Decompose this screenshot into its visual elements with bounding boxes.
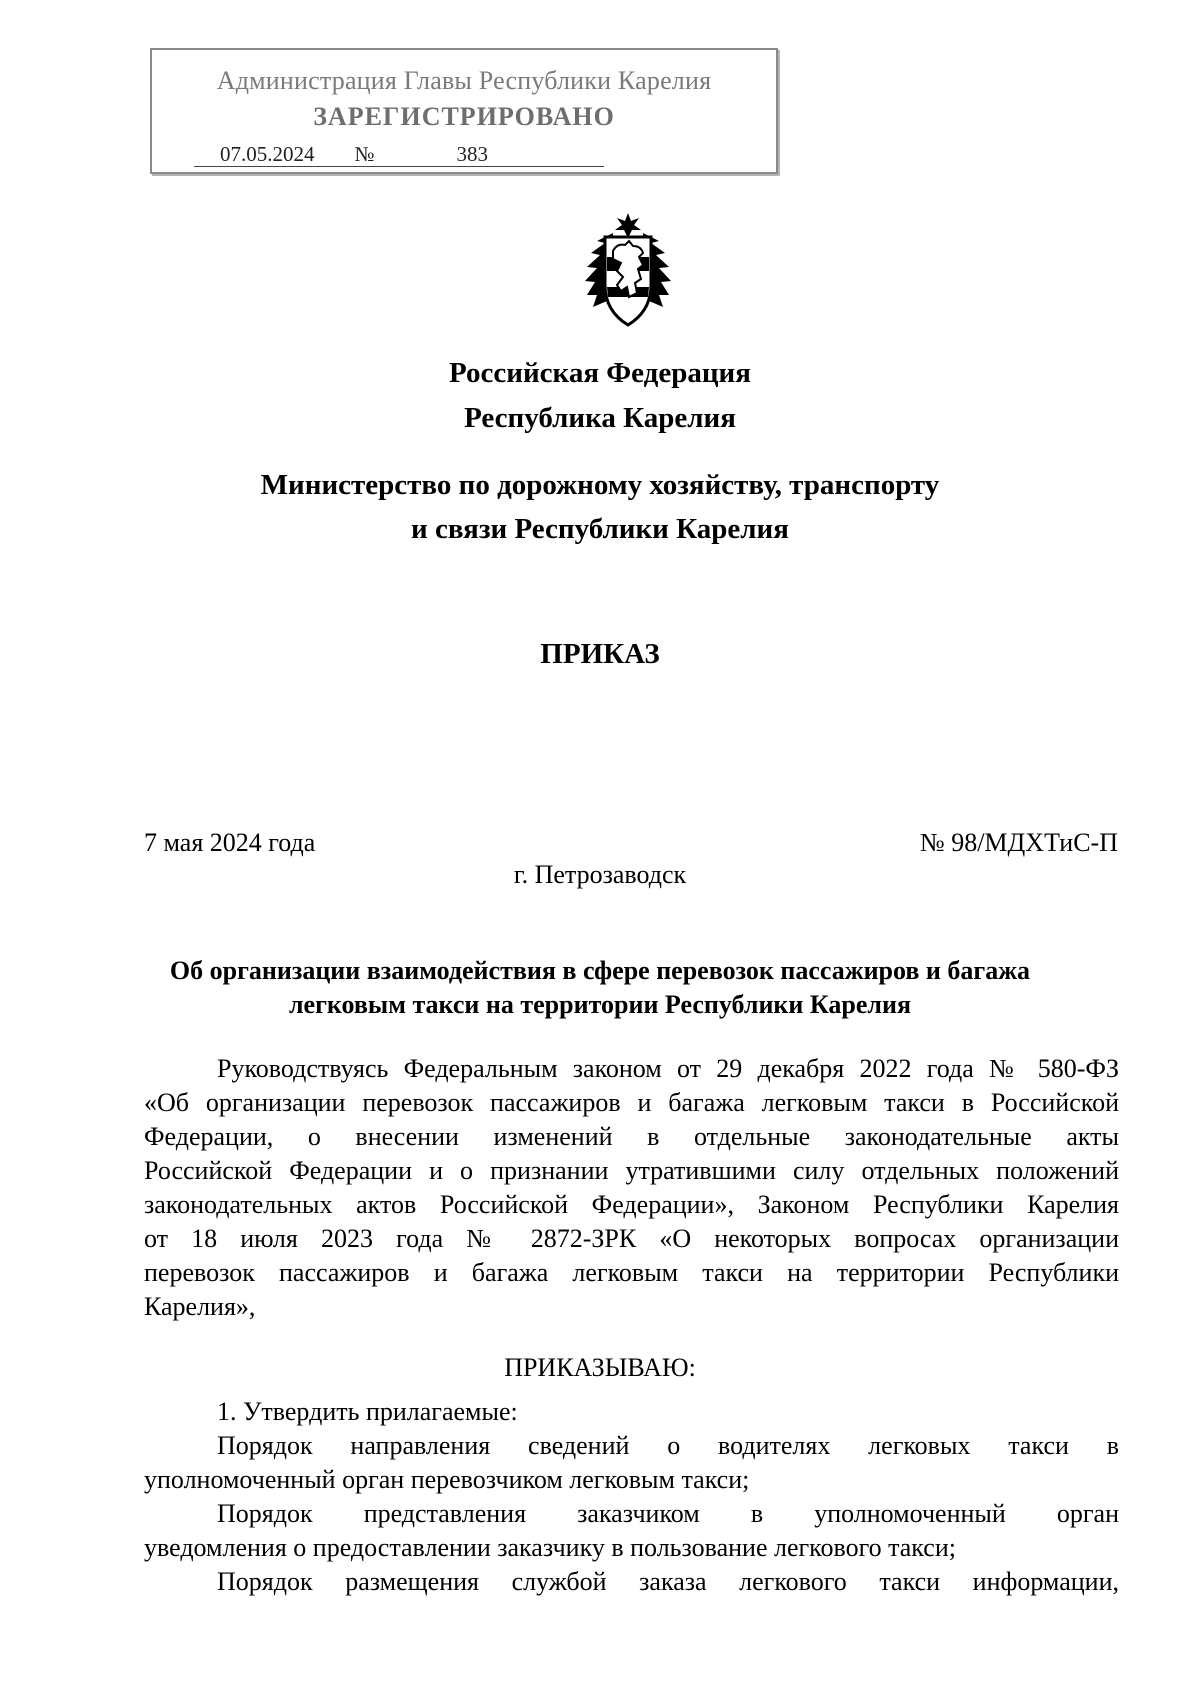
stamp-registration-line [192,142,488,167]
preamble-line: Российской Федерации и о признании утратившими силу отдельных положений [144,1156,1119,1185]
stamp-number: 383 [456,142,489,166]
order-word: ПРИКАЗЫВАЮ: [504,1353,696,1382]
preamble-line: Карелия», [144,1292,256,1321]
stamp-underline [194,166,604,167]
order-items [144,1395,1119,1599]
preamble-line: «Об организации перевозок пассажиров и багажа легковым такси в Российской [144,1088,1119,1117]
preamble-line: законодательных актов Российской Федерации», Законом Республики Карелия [144,1190,1119,1219]
preamble-line: Федерации, о внесении изменений в отдельные законодательные акты [144,1122,1119,1151]
procedure-2-line1: Порядок представления заказчиком в уполномоченный орган [217,1499,1119,1528]
stamp-authority: Администрация Главы Республики Карелия [216,66,712,95]
preamble-line: перевозок пассажиров и багажа легковым такси на территории Республики [144,1258,1119,1287]
order-city: г. Петрозаводск [513,860,687,889]
order-date: 7 мая 2024 года [144,828,316,857]
procedure-1-line1: Порядок направления сведений о водителях легковых такси в [217,1431,1119,1460]
preamble-line: Руководствуясь Федеральным законом от 29 декабря 2022 года № 580-ФЗ [217,1054,1119,1083]
header-ministry-line2: и связи Республики Карелия [411,513,789,545]
header-country: Российская Федерация [449,357,751,389]
header-republic: Республика Карелия [464,402,736,434]
preamble-line: от 18 июля 2023 года № 2872-ЗРК «О некоторых вопросах организации [144,1224,1119,1253]
stamp-status: ЗАРЕГИСТРИРОВАНО [313,102,615,131]
coat-of-arms-emblem [583,213,673,328]
procedure-1-line2: уполномоченный орган перевозчиком легковым такси; [144,1465,750,1494]
stamp-date: 07.05.2024 [220,142,315,166]
order-number: № 98/МДХТиС-П [919,828,1118,857]
header-ministry-line1: Министерство по дорожному хозяйству, транспорту [260,469,940,501]
preamble-paragraph [144,1052,1119,1324]
item-1: 1. Утвердить прилагаемые: [217,1397,518,1426]
order-title-line2: легковым такси на территории Республики Карелия [288,990,912,1019]
procedure-3-line1: Порядок размещения службой заказа легкового такси информации, [217,1567,1119,1596]
procedure-2-line2: уведомления о предоставлении заказчику в пользование легкового такси; [144,1533,956,1562]
stamp-number-sign: № [354,142,375,166]
registration-stamp [150,48,778,174]
document-type: ПРИКАЗ [540,638,660,670]
order-title-line1: Об организации взаимодействия в сфере перевозок пассажиров и багажа [169,956,1031,985]
